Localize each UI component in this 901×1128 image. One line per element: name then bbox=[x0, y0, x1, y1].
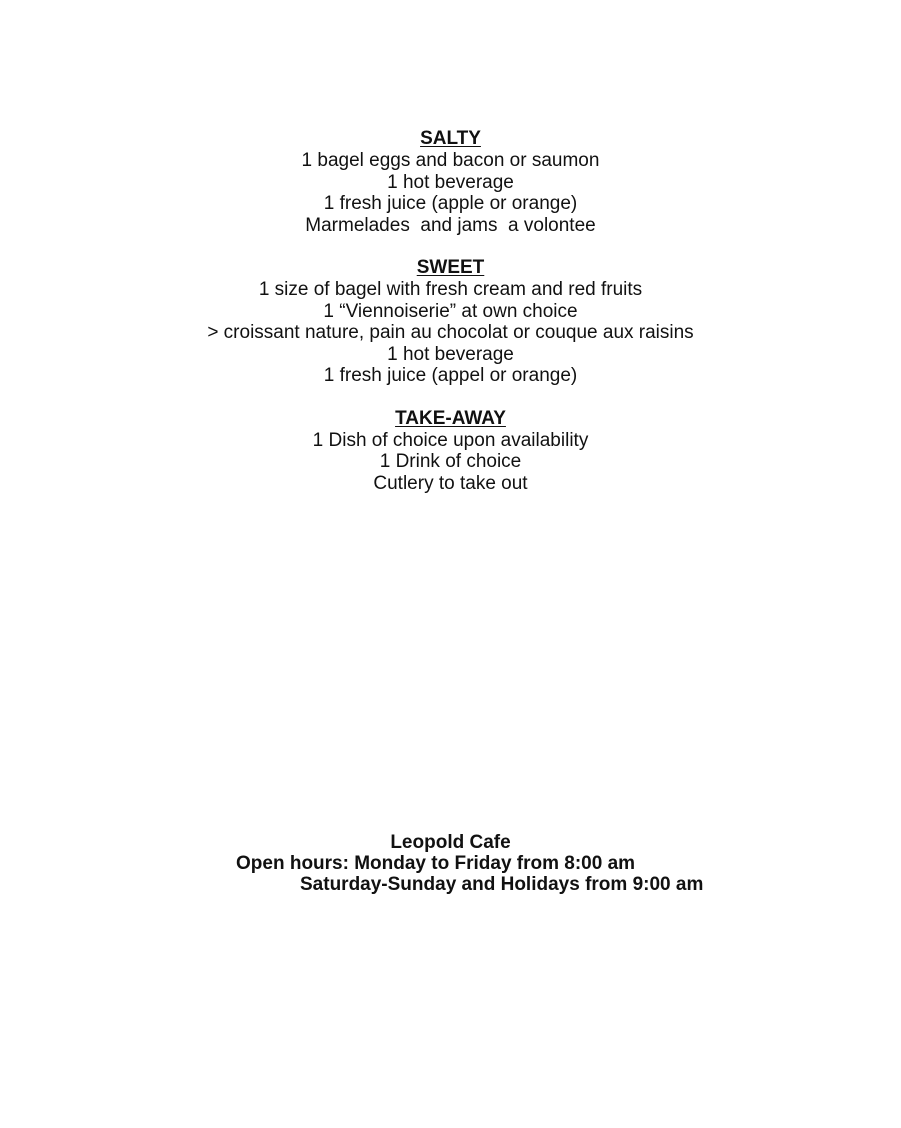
section-salty bbox=[0, 128, 901, 236]
menu-line: 1 size of bagel with fresh cream and red fruits bbox=[258, 279, 643, 300]
menu-line: 1 Drink of choice bbox=[379, 451, 522, 472]
menu-line: 1 Dish of choice upon availability bbox=[312, 429, 589, 451]
section-heading: SWEET bbox=[416, 257, 485, 278]
menu-line: > croissant nature, pain au chocolat or couque aux raisins bbox=[207, 322, 694, 343]
menu-line: 1 fresh juice (appel or orange) bbox=[323, 365, 578, 386]
menu-line: 1 bagel eggs and bacon or saumon bbox=[301, 150, 600, 171]
section-sweet bbox=[0, 257, 901, 387]
menu-line: 1 hot beverage bbox=[387, 343, 514, 365]
menu-line: Cutlery to take out bbox=[373, 472, 528, 494]
open-hours-weekend: Saturday-Sunday and Holidays from 9:00 am bbox=[300, 874, 704, 895]
cafe-footer bbox=[0, 832, 901, 895]
cafe-name: Leopold Cafe bbox=[390, 832, 511, 853]
section-take-away bbox=[0, 408, 901, 495]
section-heading: TAKE-AWAY bbox=[395, 407, 506, 429]
menu-line: 1 “Viennoiserie” at own choice bbox=[323, 300, 578, 322]
section-heading: SALTY bbox=[420, 128, 481, 149]
menu-line: Marmelades and jams a volontee bbox=[305, 214, 596, 236]
open-hours-weekdays: Open hours: Monday to Friday from 8:00 am bbox=[236, 853, 636, 874]
menu-line: 1 hot beverage bbox=[387, 171, 514, 193]
menu-content bbox=[0, 128, 901, 494]
menu-line: 1 fresh juice (apple or orange) bbox=[323, 193, 578, 214]
